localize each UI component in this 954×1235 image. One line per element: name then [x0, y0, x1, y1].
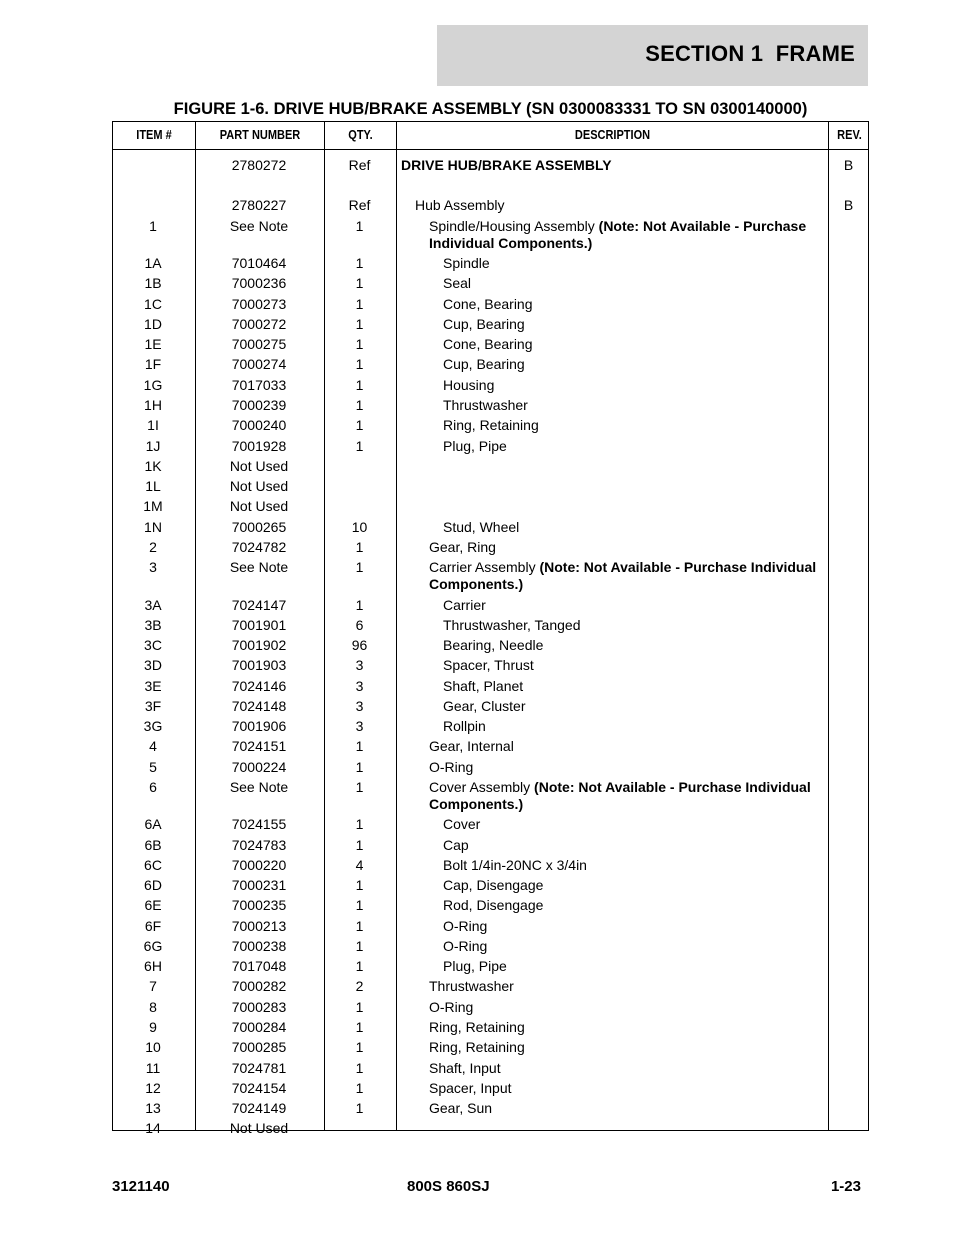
description — [443, 255, 863, 272]
quantity: 1 — [355, 1019, 364, 1035]
description-text: Cover — [443, 816, 481, 832]
description — [443, 958, 863, 975]
description — [443, 857, 863, 874]
description — [415, 197, 835, 214]
item-number: 6G — [143, 938, 163, 954]
description-text: Ring, Retaining — [443, 417, 539, 433]
quantity: 1 — [355, 296, 364, 312]
item-number: 6A — [144, 816, 162, 832]
quantity: 1 — [355, 275, 364, 291]
description-text: Carrier Assembly — [429, 559, 540, 575]
description — [443, 397, 863, 414]
description — [443, 678, 863, 695]
quantity: 1 — [355, 779, 364, 795]
quantity: 1 — [355, 539, 364, 555]
item-number: 7 — [149, 978, 157, 994]
part-number: 7024146 — [231, 678, 287, 694]
item-number: 3G — [143, 718, 163, 734]
description-text: Cover Assembly — [429, 779, 535, 795]
description — [429, 539, 849, 556]
quantity: 1 — [355, 397, 364, 413]
part-number: 7000236 — [231, 275, 287, 291]
revision: B — [843, 197, 854, 213]
item-number: 1E — [144, 336, 162, 352]
quantity: 6 — [355, 617, 364, 633]
description-text: Cap — [443, 837, 469, 853]
part-number: 7001901 — [231, 617, 287, 633]
item-number: 1J — [145, 438, 161, 454]
description — [429, 1019, 849, 1036]
description — [429, 978, 849, 995]
part-number: 7000282 — [231, 978, 287, 994]
description-text: O-Ring — [429, 759, 474, 775]
description-text: Shaft, Input — [429, 1060, 501, 1076]
item-number: 6 — [149, 779, 157, 795]
quantity: 1 — [355, 377, 364, 393]
part-number: 2780272 — [231, 157, 287, 173]
description — [443, 698, 863, 715]
description — [443, 918, 863, 935]
part-number: 7024154 — [231, 1080, 287, 1096]
part-number: See Note — [229, 779, 289, 795]
item-number: 4 — [149, 738, 157, 754]
table-row — [112, 559, 869, 599]
item-number: 6H — [144, 958, 162, 974]
description-note: (Note: Not Available - Purchase Individual Components.) — [429, 218, 807, 251]
revision: B — [843, 157, 854, 173]
description — [429, 1080, 849, 1097]
item-number: 8 — [149, 999, 157, 1015]
part-number: 2780227 — [231, 197, 287, 213]
quantity: 4 — [355, 857, 364, 873]
section-title: SECTION 1 FRAME — [645, 41, 855, 66]
part-number: 7024782 — [231, 539, 287, 555]
quantity: 1 — [355, 738, 364, 754]
part-number: 7000239 — [231, 397, 287, 413]
description — [443, 657, 863, 674]
footer-model: 800S 860SJ — [407, 1178, 490, 1195]
item-number: 1C — [144, 296, 162, 312]
part-number: 7017033 — [231, 377, 287, 393]
quantity: 1 — [355, 597, 364, 613]
table-row — [112, 218, 869, 258]
part-number: 7000275 — [231, 336, 287, 352]
header-item: ITEM # — [136, 128, 172, 142]
description — [401, 157, 821, 174]
quantity: 1 — [355, 958, 364, 974]
description-text: Spacer, Thrust — [443, 657, 534, 673]
footer-page-number: 1-23 — [830, 1178, 861, 1195]
quantity: 1 — [355, 356, 364, 372]
description-text: Plug, Pipe — [443, 438, 507, 454]
quantity: 1 — [355, 877, 364, 893]
item-number: 6D — [144, 877, 162, 893]
footer-doc-number: 3121140 — [112, 1178, 170, 1195]
figure-title: FIGURE 1-6. DRIVE HUB/BRAKE ASSEMBLY (SN 0300083331 TO SN 0300140000) — [173, 100, 808, 118]
description-text: Stud, Wheel — [443, 519, 520, 535]
quantity: 1 — [355, 1100, 364, 1116]
description-text: Rod, Disengage — [443, 897, 544, 913]
item-number: 1 — [149, 218, 157, 234]
description — [443, 816, 863, 833]
part-number: 7000284 — [231, 1019, 287, 1035]
part-number: 7000213 — [231, 918, 287, 934]
description — [443, 296, 863, 313]
part-number: See Note — [229, 559, 289, 575]
part-number: 7000220 — [231, 857, 287, 873]
quantity: 1 — [355, 938, 364, 954]
part-number: 7024148 — [231, 698, 287, 714]
description-text: Gear, Internal — [429, 738, 514, 754]
header-divider — [113, 149, 868, 150]
item-number: 1K — [144, 458, 162, 474]
header-rev: REV. — [837, 128, 862, 142]
part-number: 7010464 — [231, 255, 287, 271]
part-number: 7000224 — [231, 759, 287, 775]
item-number: 11 — [145, 1060, 161, 1076]
description-text: Gear, Ring — [429, 539, 496, 555]
table-row — [112, 1120, 869, 1160]
item-number: 1M — [143, 498, 163, 514]
item-number: 5 — [149, 759, 157, 775]
item-number: 1F — [144, 356, 162, 372]
description-text: Shaft, Planet — [443, 678, 524, 694]
quantity: 1 — [355, 417, 364, 433]
header-description: DESCRIPTION — [574, 128, 651, 142]
item-number: 14 — [145, 1120, 161, 1136]
header-qty: QTY. — [348, 128, 373, 142]
part-number: 7024781 — [231, 1060, 287, 1076]
part-number: 7000265 — [231, 519, 287, 535]
item-number: 6B — [144, 837, 162, 853]
part-number: 7024155 — [231, 816, 287, 832]
description — [443, 336, 863, 353]
quantity: 1 — [355, 918, 364, 934]
quantity: 1 — [355, 336, 364, 352]
description-text: Spindle/Housing Assembly — [429, 218, 599, 234]
description — [443, 837, 863, 854]
description-text: Ring, Retaining — [429, 1039, 525, 1055]
quantity: 1 — [355, 816, 364, 832]
description-text: Cone, Bearing — [443, 296, 533, 312]
part-number: 7024149 — [231, 1100, 287, 1116]
quantity: 1 — [355, 559, 364, 575]
description — [443, 718, 863, 735]
part-number: 7001903 — [231, 657, 287, 673]
description-text: Cup, Bearing — [443, 316, 525, 332]
part-number: 7000231 — [231, 877, 287, 893]
description-text: Hub Assembly — [415, 197, 505, 213]
description — [443, 877, 863, 894]
part-number: 7001906 — [231, 718, 287, 734]
description-text: Bolt 1/4in-20NC x 3/4in — [443, 857, 587, 873]
part-number: Not Used — [229, 1120, 289, 1136]
description-text: Housing — [443, 377, 495, 393]
section-header — [437, 25, 868, 86]
item-number: 12 — [145, 1080, 161, 1096]
item-number: 1H — [144, 397, 162, 413]
description — [443, 356, 863, 373]
description — [443, 377, 863, 394]
part-number: 7000273 — [231, 296, 287, 312]
quantity: 1 — [355, 1080, 364, 1096]
quantity: 1 — [355, 255, 364, 271]
item-number: 6F — [144, 918, 162, 934]
item-number: 1B — [144, 275, 162, 291]
quantity: 96 — [351, 637, 368, 653]
description — [429, 1039, 849, 1056]
part-number: 7000238 — [231, 938, 287, 954]
description-text: O-Ring — [443, 938, 488, 954]
description — [429, 218, 849, 252]
part-number: 7000272 — [231, 316, 287, 332]
item-number: 1N — [144, 519, 162, 535]
description-text: Rollpin — [443, 718, 486, 734]
part-number: 7024147 — [231, 597, 287, 613]
quantity: 3 — [355, 657, 364, 673]
description-text: Thrustwasher — [429, 978, 514, 994]
description — [443, 275, 863, 292]
quantity: 3 — [355, 678, 364, 694]
quantity: 2 — [355, 978, 364, 994]
quantity: 1 — [355, 218, 364, 234]
description-note: DRIVE HUB/BRAKE ASSEMBLY — [401, 157, 612, 173]
description-text: Thrustwasher, Tanged — [443, 617, 581, 633]
description — [443, 637, 863, 654]
item-number: 9 — [149, 1019, 157, 1035]
part-number: 7001902 — [231, 637, 287, 653]
description-text: Cone, Bearing — [443, 336, 533, 352]
quantity: 1 — [355, 759, 364, 775]
item-number: 3 — [149, 559, 157, 575]
quantity: 1 — [355, 438, 364, 454]
description-text: Seal — [443, 275, 472, 291]
part-number: Not Used — [229, 478, 289, 494]
description-text: O-Ring — [443, 918, 488, 934]
description-text: Plug, Pipe — [443, 958, 507, 974]
quantity: Ref — [348, 197, 371, 213]
item-number: 3B — [144, 617, 162, 633]
quantity: 1 — [355, 897, 364, 913]
part-number: 7024783 — [231, 837, 287, 853]
part-number: 7000283 — [231, 999, 287, 1015]
description — [429, 559, 849, 593]
item-number: 3A — [144, 597, 162, 613]
item-number: 3F — [144, 698, 162, 714]
description-text: Thrustwasher — [443, 397, 528, 413]
description — [429, 999, 849, 1016]
description-note: (Note: Not Available - Purchase Individual Components.) — [429, 559, 817, 592]
item-number: 3D — [144, 657, 162, 673]
description — [443, 897, 863, 914]
description — [429, 738, 849, 755]
part-number: 7017048 — [231, 958, 287, 974]
description — [443, 597, 863, 614]
table-row — [112, 157, 869, 197]
description-text: O-Ring — [429, 999, 474, 1015]
part-number: See Note — [229, 218, 289, 234]
description-text: Spindle — [443, 255, 490, 271]
description — [443, 417, 863, 434]
description-text: Cap, Disengage — [443, 877, 544, 893]
item-number: 2 — [149, 539, 157, 555]
item-number: 1I — [147, 417, 159, 433]
part-number: 7024151 — [231, 738, 287, 754]
quantity: 1 — [355, 837, 364, 853]
description — [429, 1100, 849, 1117]
quantity: 1 — [355, 1060, 364, 1076]
item-number: 3C — [144, 637, 162, 653]
item-number: 10 — [145, 1039, 161, 1055]
part-number: 7000285 — [231, 1039, 287, 1055]
item-number: 1G — [143, 377, 163, 393]
quantity: 1 — [355, 1039, 364, 1055]
description-text: Carrier — [443, 597, 486, 613]
description — [443, 938, 863, 955]
item-number: 1A — [144, 255, 162, 271]
description-text: Bearing, Needle — [443, 637, 544, 653]
part-number: Not Used — [229, 498, 289, 514]
quantity: 3 — [355, 698, 364, 714]
part-number: 7000274 — [231, 356, 287, 372]
part-number: 7001928 — [231, 438, 287, 454]
table-row — [112, 779, 869, 819]
description — [443, 519, 863, 536]
item-number: 13 — [145, 1100, 161, 1116]
quantity: Ref — [348, 157, 371, 173]
quantity: 1 — [355, 316, 364, 332]
description-text: Ring, Retaining — [429, 1019, 525, 1035]
description — [429, 779, 849, 813]
description — [443, 617, 863, 634]
item-number: 6C — [144, 857, 162, 873]
part-number: 7000240 — [231, 417, 287, 433]
quantity: 1 — [355, 999, 364, 1015]
description-note: (Note: Not Available - Purchase Individual Components.) — [429, 779, 811, 812]
part-number: 7000235 — [231, 897, 287, 913]
part-number: Not Used — [229, 458, 289, 474]
description — [429, 759, 849, 776]
description — [443, 438, 863, 455]
description-text: Gear, Cluster — [443, 698, 526, 714]
quantity: 3 — [355, 718, 364, 734]
description — [443, 316, 863, 333]
item-number: 3E — [144, 678, 162, 694]
item-number: 1L — [145, 478, 161, 494]
description-text: Cup, Bearing — [443, 356, 525, 372]
quantity: 10 — [351, 519, 368, 535]
description — [429, 1060, 849, 1077]
item-number: 6E — [144, 897, 162, 913]
item-number: 1D — [144, 316, 162, 332]
description-text: Gear, Sun — [429, 1100, 493, 1116]
header-part-number: PART NUMBER — [219, 128, 301, 142]
description-text: Spacer, Input — [429, 1080, 512, 1096]
